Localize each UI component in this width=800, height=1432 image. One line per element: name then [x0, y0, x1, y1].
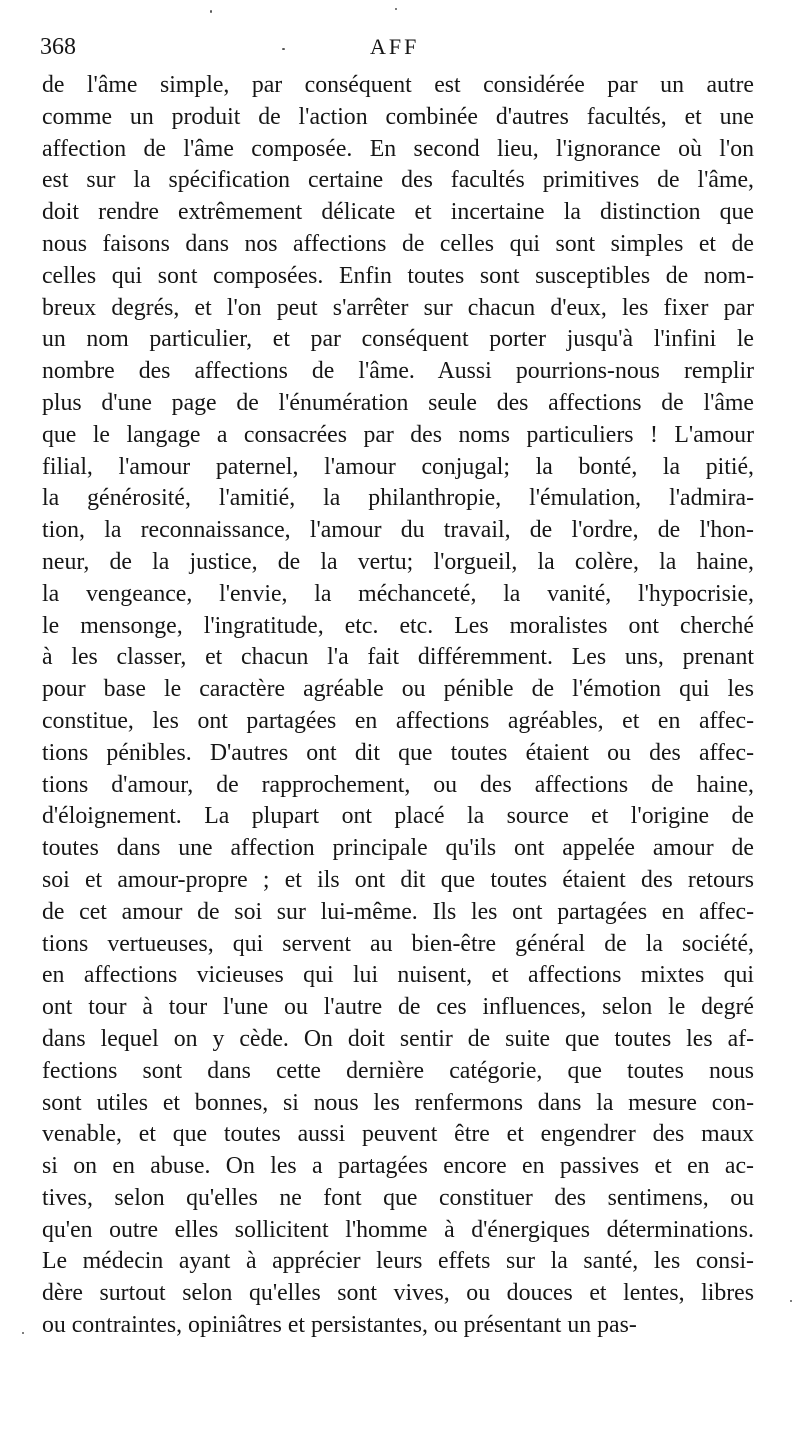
text-line: soi et amour-propre ; et ils ont dit que toutes étaient des retours — [42, 866, 754, 893]
text-line: venable, et que toutes aussi peuvent être et engendrer des maux — [42, 1121, 754, 1148]
text-line: d'éloignement. La plupart ont placé la source et l'origine de — [42, 803, 754, 830]
page-number: 368 — [40, 34, 76, 60]
text-line: si on en abuse. On les a partagées encore en passives et en ac- — [42, 1153, 754, 1180]
running-head — [40, 34, 760, 68]
text-line: ou contraintes, opiniâtres et persistantes, ou présentant un pas- — [42, 1312, 637, 1339]
text-line: celles qui sont composées. Enfin toutes sont susceptibles de nom- — [42, 262, 754, 289]
text-line: de cet amour de soi sur lui-même. Ils les ont partagées en affec- — [42, 898, 754, 925]
text-line: constitue, les ont partagées en affections agréables, et en affec- — [42, 707, 754, 734]
text-line: filial, l'amour paternel, l'amour conjugal; la bonté, la pitié, — [42, 453, 754, 480]
text-line: tion, la reconnaissance, l'amour du travail, de l'ordre, de l'hon- — [42, 517, 754, 544]
text-line: pour base le caractère agréable ou pénible de l'émotion qui les — [42, 676, 754, 703]
text-line: qu'en outre elles sollicitent l'homme à d'énergiques déterminations. — [42, 1216, 754, 1243]
running-title: AFF — [370, 34, 420, 59]
text-line: tives, selon qu'elles ne font que constituer des sentimens, ou — [42, 1184, 754, 1211]
body-text — [42, 70, 754, 1342]
text-line: la vengeance, l'envie, la méchanceté, la vanité, l'hypocrisie, — [42, 580, 754, 607]
text-line: doit rendre extrêmement délicate et incertaine la distinction que — [42, 199, 754, 226]
text-line: que le langage a consacrées par des noms particuliers ! L'amour — [42, 421, 754, 448]
text-line: tions d'amour, de rapprochement, ou des affections de haine, — [42, 771, 754, 798]
text-line: en affections vicieuses qui lui nuisent, et affections mixtes qui — [42, 962, 754, 989]
text-line: est sur la spécification certaine des facultés primitives de l'âme, — [42, 167, 754, 194]
text-line: sont utiles et bonnes, si nous les renfermons dans la mesure con- — [42, 1089, 754, 1116]
text-line: de l'âme simple, par conséquent est considérée par un autre — [42, 72, 754, 98]
text-line: toutes dans une affection principale qu'ils ont appelée amour de — [42, 835, 754, 862]
text-line: tions vertueuses, qui servent au bien-être général de la société, — [42, 930, 754, 957]
text-line: dans lequel on y cède. On doit sentir de suite que toutes les af- — [42, 1025, 754, 1052]
text-line: dère surtout selon qu'elles sont vives, ou douces et lentes, libres — [42, 1280, 754, 1307]
text-line: tions pénibles. D'autres ont dit que toutes étaient ou des affec- — [42, 739, 754, 766]
text-line: nombre des affections de l'âme. Aussi pourrions-nous remplir — [42, 358, 754, 385]
text-line: un nom particulier, et par conséquent porter jusqu'à l'infini le — [42, 326, 754, 353]
text-line: Le médecin ayant à apprécier leurs effets sur la santé, les consi- — [42, 1248, 754, 1275]
text-line: nous faisons dans nos affections de celles qui sont simples et de — [42, 230, 754, 257]
text-line: ont tour à tour l'une ou l'autre de ces influences, selon le degré — [42, 994, 754, 1021]
text-line: comme un produit de l'action combinée d'autres facultés, et une — [42, 103, 754, 130]
text-line: la générosité, l'amitié, la philanthropie, l'émulation, l'admira- — [42, 485, 754, 512]
text-line: le mensonge, l'ingratitude, etc. etc. Les moralistes ont cherché — [42, 612, 754, 639]
text-line: affection de l'âme composée. En second lieu, l'ignorance où l'on — [42, 135, 754, 162]
text-line: à les classer, et chacun l'a fait différemment. Les uns, prenant — [42, 644, 754, 671]
text-line: fections sont dans cette dernière catégorie, que toutes nous — [42, 1057, 754, 1084]
text-line: plus d'une page de l'énumération seule des affections de l'âme — [42, 389, 754, 416]
text-line: breux degrés, et l'on peut s'arrêter sur chacun d'eux, les fixer par — [42, 294, 754, 321]
text-line: neur, de la justice, de la vertu; l'orgueil, la colère, la haine, — [42, 548, 754, 575]
